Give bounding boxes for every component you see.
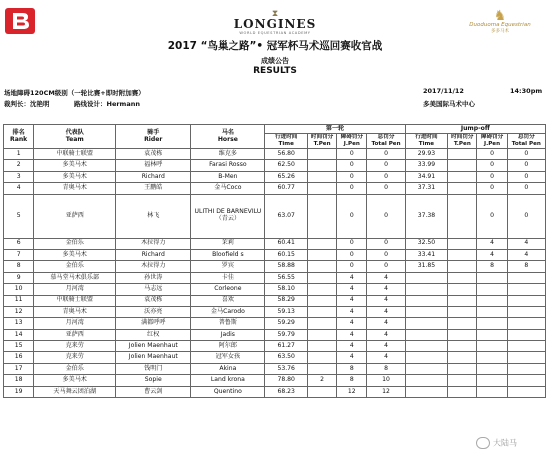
jo-tpen-cell <box>448 329 477 340</box>
jo-jpen-cell: 0 <box>477 160 507 171</box>
team-cell: 金伯乐 <box>34 238 116 249</box>
jo-tpen-cell <box>448 238 477 249</box>
jo-time-cell <box>405 295 448 306</box>
rank-cell: 4 <box>4 183 34 194</box>
rider-cell: 木拉得力 <box>116 261 191 272</box>
jo-jpen-cell <box>477 375 507 386</box>
team-cell: 亚萨西 <box>34 194 116 238</box>
table-row <box>4 306 546 317</box>
r1-tpen-cell <box>308 318 337 329</box>
jo-jpen-cell: 0 <box>477 171 507 182</box>
rank-cell: 2 <box>4 160 34 171</box>
winged-hourglass-icon: ⧗ <box>271 9 279 19</box>
rider-cell: 孙世涛 <box>116 272 191 283</box>
r1-tpen-cell <box>308 341 337 352</box>
rider-cell: 袁茂栋 <box>116 295 191 306</box>
jo-jpen-cell: 8 <box>477 261 507 272</box>
team-cell: 青奥马术 <box>34 183 116 194</box>
r1-jpen-cell: 4 <box>337 272 367 283</box>
rank-cell: 11 <box>4 295 34 306</box>
rank-cell: 19 <box>4 386 34 397</box>
rank-cell: 6 <box>4 238 34 249</box>
team-cell: 亚萨西 <box>34 329 116 340</box>
r1-jpen-cell: 4 <box>337 306 367 317</box>
horse-cell: 维克多 <box>191 149 265 160</box>
table-row <box>4 149 546 160</box>
jo-time-cell <box>405 363 448 374</box>
table-row <box>4 284 546 295</box>
table-row <box>4 341 546 352</box>
team-cell: 月河湾 <box>34 284 116 295</box>
r1-total-cell: 12 <box>367 386 405 397</box>
header-round1: 第一轮 <box>265 125 405 134</box>
r1-total-cell: 0 <box>367 149 405 160</box>
r1-tpen-cell <box>308 149 337 160</box>
jo-time-cell <box>405 284 448 295</box>
jo-total-cell <box>507 375 545 386</box>
jo-jpen-cell <box>477 386 507 397</box>
horse-cell: 茉莉 <box>191 238 265 249</box>
r1-jpen-cell: 4 <box>337 295 367 306</box>
results-body <box>4 149 546 398</box>
header-rider: 骑手 Rider <box>116 125 191 149</box>
header-r1-total: 总罚分 Total Pen <box>367 134 405 149</box>
r1-total-cell: 0 <box>367 160 405 171</box>
rank-cell: 10 <box>4 284 34 295</box>
jo-tpen-cell <box>448 149 477 160</box>
team-cell: 青奥马术 <box>34 306 116 317</box>
jo-tpen-cell <box>448 386 477 397</box>
jo-time-cell <box>405 306 448 317</box>
jo-tpen-cell <box>448 375 477 386</box>
rider-cell: Richard <box>116 171 191 182</box>
r1-time-cell: 58.29 <box>265 295 308 306</box>
r1-tpen-cell <box>308 295 337 306</box>
jo-tpen-cell <box>448 306 477 317</box>
table-row <box>4 318 546 329</box>
r1-jpen-cell: 0 <box>337 183 367 194</box>
jo-tpen-cell <box>448 295 477 306</box>
r1-tpen-cell <box>308 160 337 171</box>
team-cell: 中联骑士联盟 <box>34 149 116 160</box>
rider-cell: 木拉得力 <box>116 238 191 249</box>
results-subtitle-en: RESULTS <box>253 66 297 76</box>
rider-cell: 满都呼呼 <box>116 318 191 329</box>
rider-cell: Jolien Maenhaut <box>116 352 191 363</box>
r1-time-cell: 58.88 <box>265 261 308 272</box>
rider-cell: 沃亦亮 <box>116 306 191 317</box>
jo-total-cell <box>507 295 545 306</box>
jo-jpen-cell: 4 <box>477 238 507 249</box>
r1-jpen-cell: 0 <box>337 261 367 272</box>
r1-tpen-cell <box>308 183 337 194</box>
b-logo-icon <box>5 8 35 34</box>
jo-jpen-cell <box>477 318 507 329</box>
horse-cell: Jadis <box>191 329 265 340</box>
results-subtitle-cn: 成绩公告 <box>261 57 289 65</box>
jo-tpen-cell <box>448 171 477 182</box>
r1-time-cell: 59.79 <box>265 329 308 340</box>
horse-cell: Bloofield s <box>191 249 265 260</box>
jo-tpen-cell <box>448 272 477 283</box>
team-cell: 金伯乐 <box>34 261 116 272</box>
horse-cell: Land krona <box>191 375 265 386</box>
r1-time-cell: 60.41 <box>265 238 308 249</box>
jo-total-cell <box>507 386 545 397</box>
duoduoma-cn: 多多马术 <box>491 29 509 34</box>
horse-cell: 喜欢 <box>191 295 265 306</box>
r1-jpen-cell: 4 <box>337 284 367 295</box>
r1-time-cell: 56.80 <box>265 149 308 160</box>
jo-total-cell <box>507 284 545 295</box>
r1-tpen-cell <box>308 171 337 182</box>
jo-time-cell <box>405 375 448 386</box>
r1-time-cell: 60.15 <box>265 249 308 260</box>
jo-tpen-cell <box>448 194 477 238</box>
r1-jpen-cell: 8 <box>337 363 367 374</box>
horse-cell: Farasi Rosso <box>191 160 265 171</box>
rank-cell: 18 <box>4 375 34 386</box>
watermark-text: 大陆马 <box>493 438 517 448</box>
table-row <box>4 295 546 306</box>
jo-jpen-cell <box>477 306 507 317</box>
table-row <box>4 238 546 249</box>
watermark <box>476 437 546 455</box>
jo-jpen-cell <box>477 272 507 283</box>
r1-time-cell: 60.77 <box>265 183 308 194</box>
longines-wordmark: LONGINES <box>233 17 317 31</box>
jo-total-cell <box>507 318 545 329</box>
r1-tpen-cell <box>308 261 337 272</box>
jo-tpen-cell <box>448 363 477 374</box>
jo-time-cell: 29.93 <box>405 149 448 160</box>
jo-time-cell <box>405 386 448 397</box>
jo-tpen-cell <box>448 183 477 194</box>
jo-time-cell: 33.41 <box>405 249 448 260</box>
team-cell: 月河湾 <box>34 318 116 329</box>
jo-tpen-cell <box>448 160 477 171</box>
jo-total-cell <box>507 329 545 340</box>
jo-total-cell: 0 <box>507 171 545 182</box>
r1-jpen-cell: 4 <box>337 318 367 329</box>
r1-jpen-cell: 0 <box>337 149 367 160</box>
jo-jpen-cell: 4 <box>477 249 507 260</box>
r1-time-cell: 61.27 <box>265 341 308 352</box>
r1-tpen-cell <box>308 249 337 260</box>
r1-total-cell: 10 <box>367 375 405 386</box>
horse-cell: B-Men <box>191 171 265 182</box>
r1-tpen-cell <box>308 194 337 238</box>
rider-cell: Sopie <box>116 375 191 386</box>
rank-cell: 14 <box>4 329 34 340</box>
table-row <box>4 249 546 260</box>
r1-time-cell: 78.80 <box>265 375 308 386</box>
r1-time-cell: 65.26 <box>265 171 308 182</box>
team-cell: 克来劳 <box>34 352 116 363</box>
r1-total-cell: 0 <box>367 171 405 182</box>
longines-logo <box>205 10 345 36</box>
r1-total-cell: 4 <box>367 284 405 295</box>
jo-tpen-cell <box>448 318 477 329</box>
horse-cell: 阿尔郎 <box>191 341 265 352</box>
jo-tpen-cell <box>448 249 477 260</box>
rank-cell: 9 <box>4 272 34 283</box>
jo-time-cell: 37.31 <box>405 183 448 194</box>
rider-cell: Jolien Maenhaut <box>116 341 191 352</box>
r1-jpen-cell: 0 <box>337 238 367 249</box>
team-cell: 克来劳 <box>34 341 116 352</box>
r1-time-cell: 53.76 <box>265 363 308 374</box>
rank-cell: 3 <box>4 171 34 182</box>
table-row <box>4 272 546 283</box>
jo-total-cell: 0 <box>507 149 545 160</box>
r1-jpen-cell: 0 <box>337 171 367 182</box>
equestrian-b-logo <box>5 8 35 34</box>
r1-total-cell: 4 <box>367 306 405 317</box>
r1-jpen-cell: 12 <box>337 386 367 397</box>
team-cell: 多美马术 <box>34 171 116 182</box>
r1-time-cell: 62.50 <box>265 160 308 171</box>
jo-tpen-cell <box>448 261 477 272</box>
jo-tpen-cell <box>448 352 477 363</box>
r1-tpen-cell <box>308 272 337 283</box>
r1-jpen-cell: 0 <box>337 194 367 238</box>
horse-cell: Akina <box>191 363 265 374</box>
r1-total-cell: 4 <box>367 295 405 306</box>
jo-total-cell: 0 <box>507 183 545 194</box>
jo-time-cell: 32.50 <box>405 238 448 249</box>
r1-total-cell: 0 <box>367 194 405 238</box>
header-horse: 马名 Horse <box>191 125 265 149</box>
results-table <box>3 124 546 398</box>
header-jumpoff: Jump-off <box>405 125 545 134</box>
rider-cell: 马志远 <box>116 284 191 295</box>
table-row <box>4 329 546 340</box>
r1-time-cell: 59.29 <box>265 318 308 329</box>
wechat-icon <box>476 437 490 449</box>
header-r1-jpen: 障碍罚分 J.Pen <box>337 134 367 149</box>
r1-jpen-cell: 0 <box>337 249 367 260</box>
jo-time-cell: 31.85 <box>405 261 448 272</box>
chief-judge: 裁判长：沈艳明 <box>4 100 50 108</box>
duoduoma-logo <box>455 10 545 35</box>
header-r1-time: 行进时间 Time <box>265 134 308 149</box>
horse-cell: 普鲁斯 <box>191 318 265 329</box>
rider-cell: 林飞 <box>116 194 191 238</box>
rank-cell: 15 <box>4 341 34 352</box>
team-cell: 多美马术 <box>34 160 116 171</box>
jo-jpen-cell <box>477 295 507 306</box>
header-jo-jpen: 障碍罚分 J.Pen <box>477 134 507 149</box>
jo-total-cell: 4 <box>507 249 545 260</box>
r1-total-cell: 8 <box>367 363 405 374</box>
jo-time-cell <box>405 352 448 363</box>
jo-tpen-cell <box>448 284 477 295</box>
jo-time-cell: 33.99 <box>405 160 448 171</box>
rank-cell: 5 <box>4 194 34 238</box>
r1-jpen-cell: 4 <box>337 352 367 363</box>
horse-cell: Quentino <box>191 386 265 397</box>
jo-time-cell <box>405 272 448 283</box>
table-row <box>4 160 546 171</box>
page-title: 2017 “鸟巢之路”• 冠军杯马术巡回赛收官战 <box>167 40 383 52</box>
r1-jpen-cell: 8 <box>337 375 367 386</box>
r1-jpen-cell: 0 <box>337 160 367 171</box>
jo-total-cell: 0 <box>507 160 545 171</box>
duoduoma-en: Duoduoma Equestrian <box>469 22 531 28</box>
course-designer: 路线设计：Hermann <box>74 100 140 108</box>
rider-cell: 王鹏皓 <box>116 183 191 194</box>
header-r1-tpen: 时间罚分 T.Pen <box>308 134 337 149</box>
r1-tpen-cell <box>308 352 337 363</box>
r1-time-cell: 56.55 <box>265 272 308 283</box>
rank-cell: 7 <box>4 249 34 260</box>
header-jo-tpen: 时间罚分 T.Pen <box>448 134 477 149</box>
header-rank: 排名 Rank <box>4 125 34 149</box>
jo-total-cell <box>507 363 545 374</box>
jo-jpen-cell: 0 <box>477 149 507 160</box>
event-time: 14:30pm <box>510 87 543 95</box>
team-cell: 金伯乐 <box>34 363 116 374</box>
jo-total-cell <box>507 272 545 283</box>
team-cell: 多美马术 <box>34 249 116 260</box>
rank-cell: 16 <box>4 352 34 363</box>
table-row <box>4 375 546 386</box>
header-team: 代表队 Team <box>34 125 116 149</box>
jo-time-cell: 34.91 <box>405 171 448 182</box>
r1-tpen-cell <box>308 386 337 397</box>
r1-tpen-cell <box>308 363 337 374</box>
jo-jpen-cell <box>477 363 507 374</box>
header-jo-time: 行进时间 Time <box>405 134 448 149</box>
r1-time-cell: 63.07 <box>265 194 308 238</box>
jo-jpen-cell <box>477 284 507 295</box>
rank-cell: 12 <box>4 306 34 317</box>
team-cell: 慕马堂马术俱乐部 <box>34 272 116 283</box>
horse-cell: 金马Carodo <box>191 306 265 317</box>
rider-cell: 曹云剑 <box>116 386 191 397</box>
rank-cell: 17 <box>4 363 34 374</box>
jo-tpen-cell <box>448 341 477 352</box>
jo-total-cell <box>507 352 545 363</box>
table-row <box>4 171 546 182</box>
r1-jpen-cell: 4 <box>337 341 367 352</box>
longines-subline: WORLD EQUESTRIAN ACADEMY <box>239 31 311 35</box>
table-row <box>4 261 546 272</box>
rider-cell: 红权 <box>116 329 191 340</box>
r1-tpen-cell <box>308 329 337 340</box>
r1-total-cell: 0 <box>367 261 405 272</box>
rider-cell: 钱明门 <box>116 363 191 374</box>
class-description: 场地障碍120CM级别（一轮比赛+即时附加赛） <box>4 89 145 97</box>
jo-jpen-cell: 0 <box>477 183 507 194</box>
horse-cell: 金马Coco <box>191 183 265 194</box>
table-row <box>4 194 546 238</box>
jo-jpen-cell <box>477 341 507 352</box>
team-cell: 多美马术 <box>34 375 116 386</box>
jo-total-cell: 8 <box>507 261 545 272</box>
r1-total-cell: 0 <box>367 183 405 194</box>
r1-total-cell: 4 <box>367 318 405 329</box>
rank-cell: 13 <box>4 318 34 329</box>
horse-head-icon: ♞ <box>493 8 507 24</box>
horse-cell: ULITHI DE BARNEVILU（青云） <box>191 194 265 238</box>
r1-total-cell: 4 <box>367 329 405 340</box>
r1-total-cell: 0 <box>367 238 405 249</box>
rider-cell: 福林呼 <box>116 160 191 171</box>
table-row <box>4 386 546 397</box>
jo-jpen-cell: 0 <box>477 194 507 238</box>
event-date: 2017/11/12 <box>423 87 464 95</box>
jo-jpen-cell <box>477 329 507 340</box>
horse-cell: Corleone <box>191 284 265 295</box>
r1-time-cell: 58.10 <box>265 284 308 295</box>
jo-time-cell <box>405 341 448 352</box>
jo-total-cell <box>507 341 545 352</box>
horse-cell: 卡佳 <box>191 272 265 283</box>
header-jo-total: 总罚分 Total Pen <box>507 134 545 149</box>
jo-time-cell: 37.38 <box>405 194 448 238</box>
rank-cell: 1 <box>4 149 34 160</box>
r1-total-cell: 4 <box>367 341 405 352</box>
jo-total-cell: 4 <box>507 238 545 249</box>
jo-time-cell <box>405 329 448 340</box>
r1-tpen-cell <box>308 284 337 295</box>
r1-jpen-cell: 4 <box>337 329 367 340</box>
r1-time-cell: 63.50 <box>265 352 308 363</box>
rank-cell: 8 <box>4 261 34 272</box>
table-row <box>4 363 546 374</box>
r1-time-cell: 68.23 <box>265 386 308 397</box>
table-row <box>4 183 546 194</box>
r1-tpen-cell <box>308 306 337 317</box>
venue: 多美国际马术中心 <box>423 100 475 108</box>
r1-time-cell: 59.13 <box>265 306 308 317</box>
team-cell: 中联骑士联盟 <box>34 295 116 306</box>
jo-total-cell: 0 <box>507 194 545 238</box>
r1-tpen-cell <box>308 238 337 249</box>
rider-cell: Richard <box>116 249 191 260</box>
horse-cell: 罗宾 <box>191 261 265 272</box>
r1-total-cell: 0 <box>367 249 405 260</box>
team-cell: 天马舞云团泊湖 <box>34 386 116 397</box>
table-row <box>4 352 546 363</box>
horse-cell: 冠军女孩 <box>191 352 265 363</box>
rider-cell: 袁茂栋 <box>116 149 191 160</box>
jo-jpen-cell <box>477 352 507 363</box>
jo-time-cell <box>405 318 448 329</box>
jo-total-cell <box>507 306 545 317</box>
r1-tpen-cell: 2 <box>308 375 337 386</box>
r1-total-cell: 4 <box>367 272 405 283</box>
r1-total-cell: 4 <box>367 352 405 363</box>
